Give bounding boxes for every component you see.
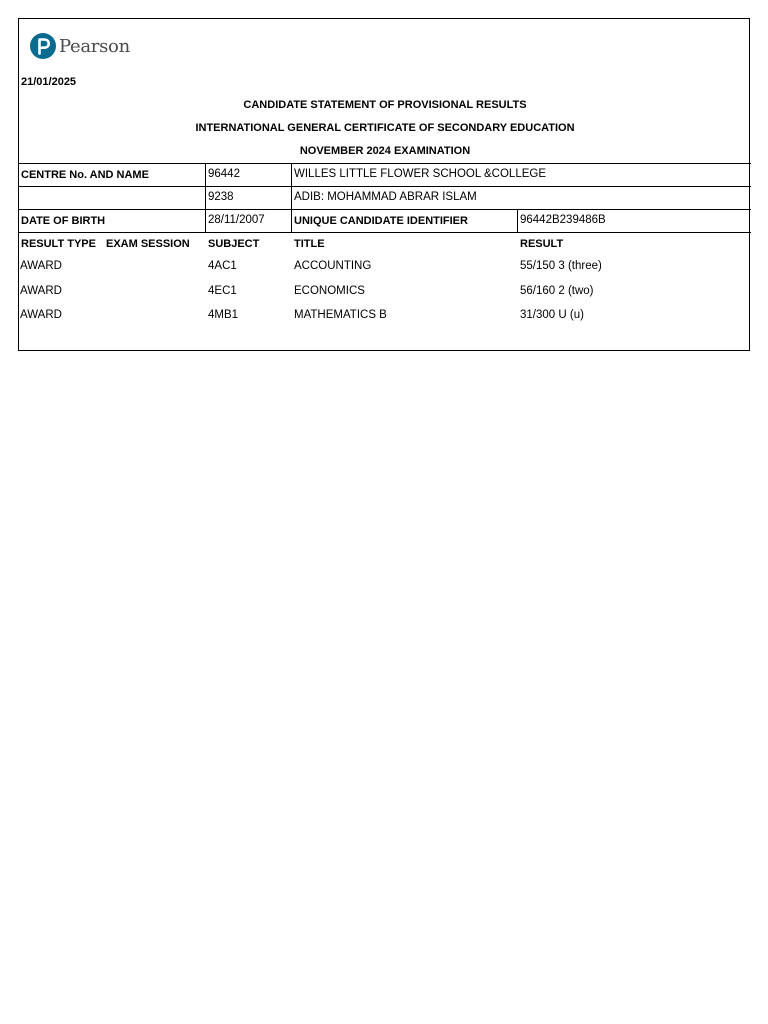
divider	[18, 163, 751, 164]
examination-session: NOVEMBER 2024 EXAMINATION	[299, 145, 471, 157]
subject-title: ACCOUNTING	[294, 260, 372, 272]
uci-value: 96442B239486B	[520, 214, 606, 226]
qualification-title: INTERNATIONAL GENERAL CERTIFICATE OF SECONDARY EDUCATION	[195, 122, 575, 134]
dob-value: 28/11/2007	[208, 214, 265, 226]
statement-date: 21/01/2025	[21, 76, 77, 88]
subject-title: ECONOMICS	[294, 285, 365, 297]
divider	[18, 232, 751, 233]
subject-code: 4AC1	[208, 260, 237, 272]
statement-title: CANDIDATE STATEMENT OF PROVISIONAL RESULTS	[243, 99, 527, 111]
divider	[517, 209, 518, 232]
pearson-p-icon	[30, 33, 56, 59]
subject-result: 55/150 3 (three)	[520, 260, 602, 272]
divider	[18, 186, 751, 187]
divider	[205, 163, 206, 232]
subject-title: MATHEMATICS B	[294, 309, 387, 321]
brand-name: Pearson	[59, 35, 130, 57]
header-result: RESULT	[520, 238, 564, 250]
subject-result: 31/300 U (u)	[520, 309, 584, 321]
result-type: AWARD	[20, 260, 62, 272]
uci-label: UNIQUE CANDIDATE IDENTIFIER	[294, 215, 468, 227]
divider	[291, 163, 292, 232]
header-title: TITLE	[294, 238, 325, 250]
header-subject: SUBJECT	[208, 238, 260, 250]
divider	[18, 209, 751, 210]
centre-number: 96442	[208, 168, 240, 180]
subject-code: 4EC1	[208, 285, 237, 297]
result-type: AWARD	[20, 309, 62, 321]
subject-code: 4MB1	[208, 309, 239, 321]
header-result-type: RESULT TYPE	[21, 238, 96, 250]
subject-result: 56/160 2 (two)	[520, 285, 594, 297]
centre-label: CENTRE No. AND NAME	[21, 169, 149, 181]
pearson-logo	[30, 31, 130, 61]
header-exam-session: EXAM SESSION	[106, 238, 190, 250]
dob-label: DATE OF BIRTH	[21, 215, 106, 227]
centre-name: WILLES LITTLE FLOWER SCHOOL &COLLEGE	[294, 168, 547, 180]
candidate-name: ADIB: MOHAMMAD ABRAR ISLAM	[294, 191, 477, 203]
results-statement	[18, 18, 750, 351]
result-type: AWARD	[20, 285, 62, 297]
candidate-number: 9238	[208, 191, 234, 203]
